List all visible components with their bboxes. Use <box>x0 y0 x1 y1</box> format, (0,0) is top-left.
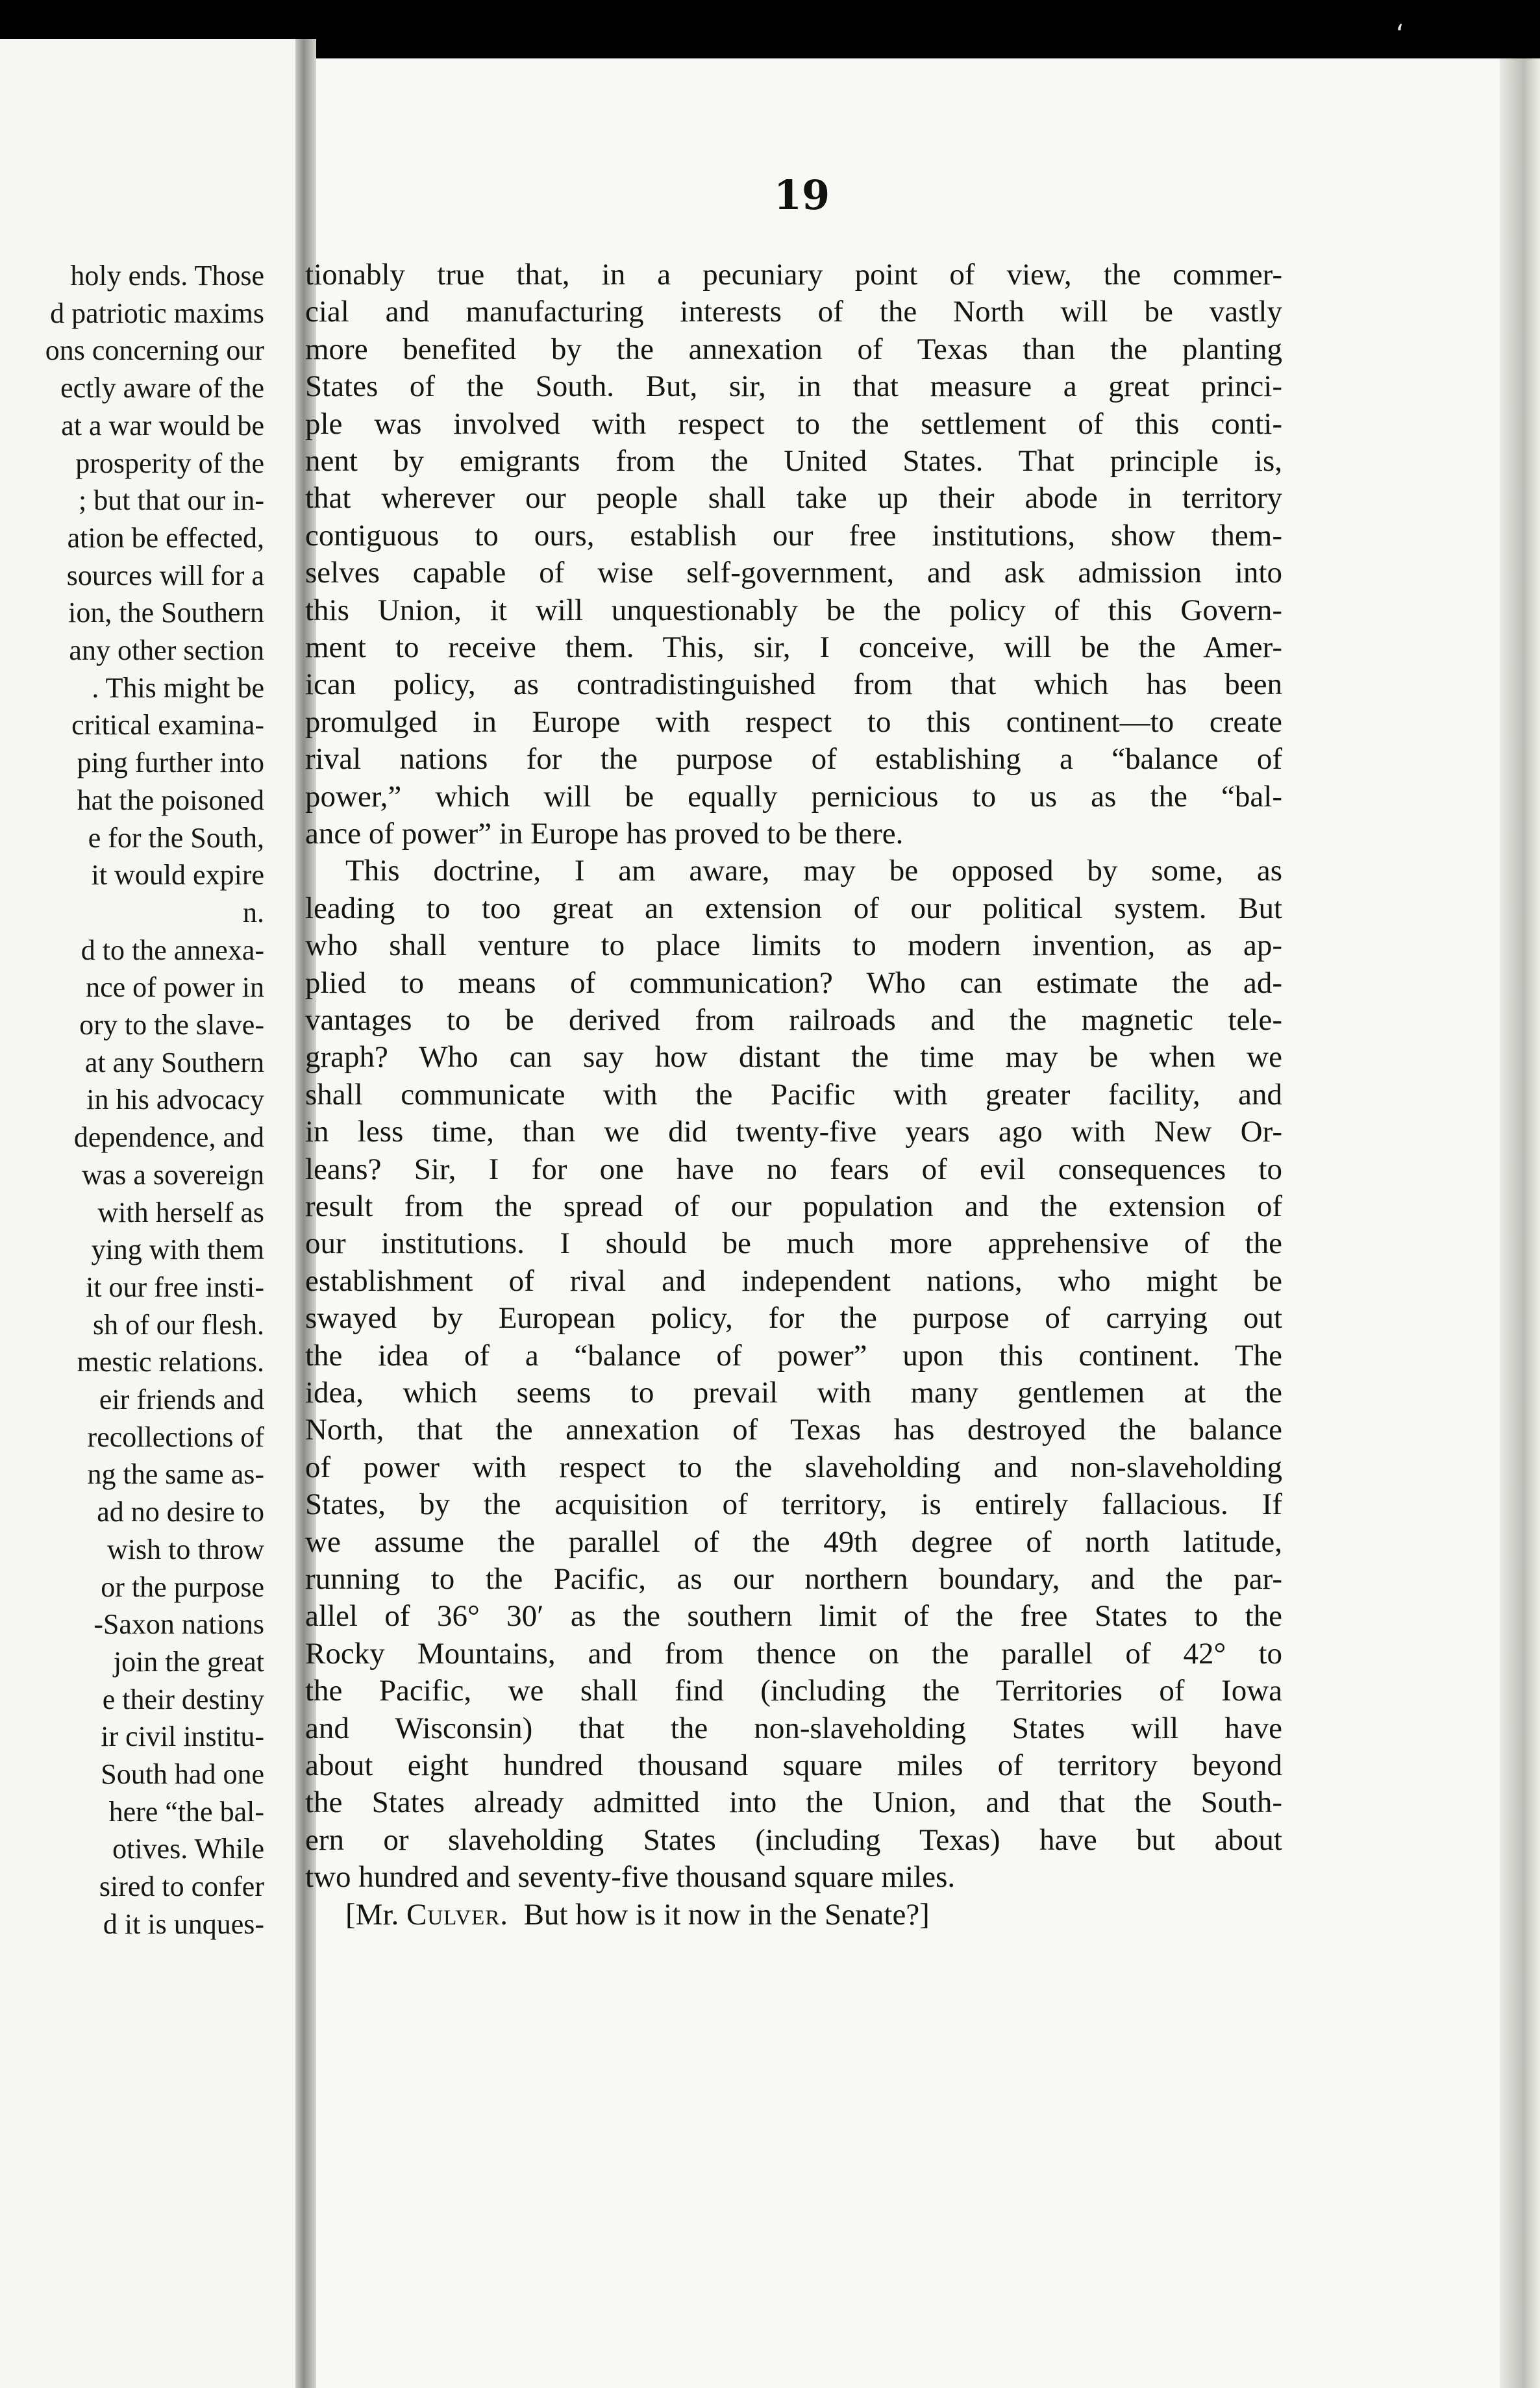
interjection-open: [Mr. <box>345 1897 406 1932</box>
body-text-line: establishment of rival and independent nations, who might be <box>305 1263 1282 1298</box>
facing-page-line: it would expire <box>91 859 264 891</box>
facing-page-line: . This might be <box>92 671 264 704</box>
facing-page-line: ad no desire to <box>97 1496 264 1528</box>
body-text-line: the Pacific, we shall find (including the Territories of Iowa <box>305 1674 1282 1708</box>
facing-page-line: ory to the slave- <box>79 1009 264 1041</box>
facing-page-line: ons concerning our <box>45 334 264 367</box>
body-text-line: leading to too great an extension of our political system. But <box>305 891 1282 925</box>
facing-page-line: with herself as <box>97 1196 264 1228</box>
body-text-line: tionably true that, in a pecuniary point of view, the commer- <box>305 258 1282 292</box>
facing-page-line: holy ends. Those <box>70 260 264 292</box>
body-text-line: who shall venture to place limits to modern invention, as ap- <box>305 928 1282 963</box>
body-text-line: graph? Who can say how distant the time may be when we <box>305 1040 1282 1075</box>
body-text-line: North, that the annexation of Texas has destroyed the balance <box>305 1413 1282 1447</box>
facing-page-line: prosperity of the <box>75 447 264 479</box>
facing-page-line: at a war would be <box>61 409 264 442</box>
body-text-line: States, by the acquisition of territory, is entirely fallacious. If <box>305 1487 1282 1522</box>
body-text-line: power,” which will be equally pernicious to us as the “bal- <box>305 779 1282 814</box>
facing-page-line: sources will for a <box>66 559 264 591</box>
facing-page-line: ng the same as- <box>87 1458 264 1491</box>
body-text-line: States of the South. But, sir, in that measure a great princi- <box>305 369 1282 404</box>
page-number: 19 <box>773 171 830 219</box>
facing-page-line: at any Southern <box>84 1046 264 1078</box>
body-text-line: the idea of a “balance of power” upon this continent. The <box>305 1338 1282 1373</box>
facing-page-line: critical examina- <box>71 709 264 741</box>
body-text-line: ance of power” in Europe has proved to be there. <box>305 817 904 851</box>
facing-page-line: it our free insti- <box>86 1271 264 1303</box>
body-text-line: leans? Sir, I for one have no fears of evil consequences to <box>305 1152 1282 1186</box>
body-text-line: Rocky Mountains, and from thence on the parallel of 42° to <box>305 1636 1282 1671</box>
body-text-line: cial and manufacturing interests of the North will be vastly <box>305 295 1282 329</box>
facing-page-line: ying with them <box>91 1234 264 1266</box>
body-text-line: the States already admitted into the Union, and that the South- <box>305 1785 1282 1820</box>
facing-page-line: ; but that our in- <box>79 484 264 517</box>
facing-page-line: South had one <box>101 1758 264 1790</box>
body-text-line: result from the spread of our population and the extension of <box>305 1189 1282 1223</box>
facing-page-line: dependence, and <box>73 1121 264 1154</box>
facing-page-line: ping further into <box>77 747 264 779</box>
facing-page-line: sh of our flesh. <box>93 1308 264 1341</box>
facing-page-text-column <box>0 257 292 1945</box>
facing-page-line: here “the bal- <box>108 1795 264 1828</box>
main-text-column <box>305 256 1282 1996</box>
interjection-line <box>345 1896 930 1934</box>
body-text-line: allel of 36° 30′ as the southern limit of the free States to the <box>305 1599 1282 1634</box>
facing-page-line: any other section <box>69 634 264 666</box>
body-text-line: our institutions. I should be much more apprehensive of the <box>305 1226 1282 1261</box>
body-text-line: about eight hundred thousand square miles of territory beyond <box>305 1748 1282 1782</box>
facing-page-line: ation be effected, <box>67 521 264 554</box>
body-text-line: nent by emigrants from the United States. That principle is, <box>305 444 1282 478</box>
body-text-line: we assume the parallel of the 49th degree of north latitude, <box>305 1524 1282 1559</box>
facing-page-line: d patriotic maxims <box>50 297 264 329</box>
speaker-name: Culver. <box>406 1897 509 1932</box>
facing-page-line: otives. While <box>112 1833 264 1865</box>
body-text-line: ple was involved with respect to the settlement of this conti- <box>305 406 1282 441</box>
facing-page-line: ectly aware of the <box>60 372 264 404</box>
body-text-line: this Union, it will unquestionably be the policy of this Govern- <box>305 593 1282 627</box>
facing-page-line: n. <box>243 896 264 928</box>
body-text-line: swayed by European policy, for the purpose of carrying out <box>305 1301 1282 1336</box>
facing-page-line: ion, the Southern <box>68 597 264 629</box>
body-text-line: ican policy, as contradistinguished from that which has been <box>305 667 1282 702</box>
body-text-line: vantages to be derived from railroads and the magnetic tele- <box>305 1003 1282 1037</box>
body-text-line: plied to means of communication? Who can estimate the ad- <box>305 965 1282 1000</box>
body-text-line: of power with respect to the slaveholding and non-slaveholding <box>305 1450 1282 1484</box>
facing-page-line: hat the poisoned <box>77 784 264 816</box>
body-text-line: shall communicate with the Pacific with greater facility, and <box>305 1077 1282 1112</box>
body-text-line: and Wisconsin) that the non-slaveholding States will have <box>305 1711 1282 1745</box>
facing-page-line: d to the annexa- <box>81 934 264 966</box>
body-text-line: idea, which seems to prevail with many gentlemen at the <box>305 1376 1282 1410</box>
body-text-line: promulged in Europe with respect to this continent—to create <box>305 704 1282 739</box>
facing-page-line: or the purpose <box>101 1571 264 1603</box>
facing-page-line: mestic relations. <box>77 1346 264 1378</box>
body-text-line: running to the Pacific, as our northern boundary, and the par- <box>305 1562 1282 1596</box>
facing-page-line: sired to confer <box>99 1871 264 1903</box>
facing-page-line: ir civil institu- <box>101 1721 264 1753</box>
facing-page-line: was a sovereign <box>81 1158 264 1191</box>
body-text-line: in less time, than we did twenty-five years ago with New Or- <box>305 1115 1282 1149</box>
scan-speck: ‘ <box>1396 19 1404 49</box>
facing-page-line: nce of power in <box>86 971 264 1004</box>
interjection-text: But how is it now in the Senate?] <box>508 1897 930 1932</box>
facing-page-line: eir friends and <box>99 1384 264 1415</box>
body-text-line: contiguous to ours, establish our free institutions, show them- <box>305 518 1282 553</box>
body-text-line: two hundred and seventy-five thousand square miles. <box>305 1860 956 1895</box>
body-text-line: ment to receive them. This, sir, I conceive, will be the Amer- <box>305 630 1282 664</box>
body-text-line: that wherever our people shall take up their abode in territory <box>305 481 1282 516</box>
body-text-line: selves capable of wise self-government, and ask admission into <box>305 556 1282 590</box>
body-text-line: more benefited by the annexation of Texas than the planting <box>305 332 1282 366</box>
facing-page-line: recollections of <box>87 1421 264 1453</box>
facing-page-line: e for the South, <box>88 821 264 854</box>
body-text-line: This doctrine, I am aware, may be opposed by some, as <box>345 854 1282 888</box>
facing-page-line: wish to throw <box>107 1533 264 1565</box>
facing-page-line: d it is unques- <box>103 1908 264 1940</box>
facing-page-line: join the great <box>113 1645 264 1678</box>
facing-page-line: e their destiny <box>102 1683 264 1715</box>
body-text-line: ern or slaveholding States (including Texas) have but about <box>305 1822 1282 1857</box>
facing-page-line: in his advocacy <box>86 1084 264 1116</box>
facing-page-line: -Saxon nations <box>93 1608 264 1641</box>
page-edge-right <box>1500 58 1540 2388</box>
body-text-line: rival nations for the purpose of establishing a “balance of <box>305 742 1282 777</box>
